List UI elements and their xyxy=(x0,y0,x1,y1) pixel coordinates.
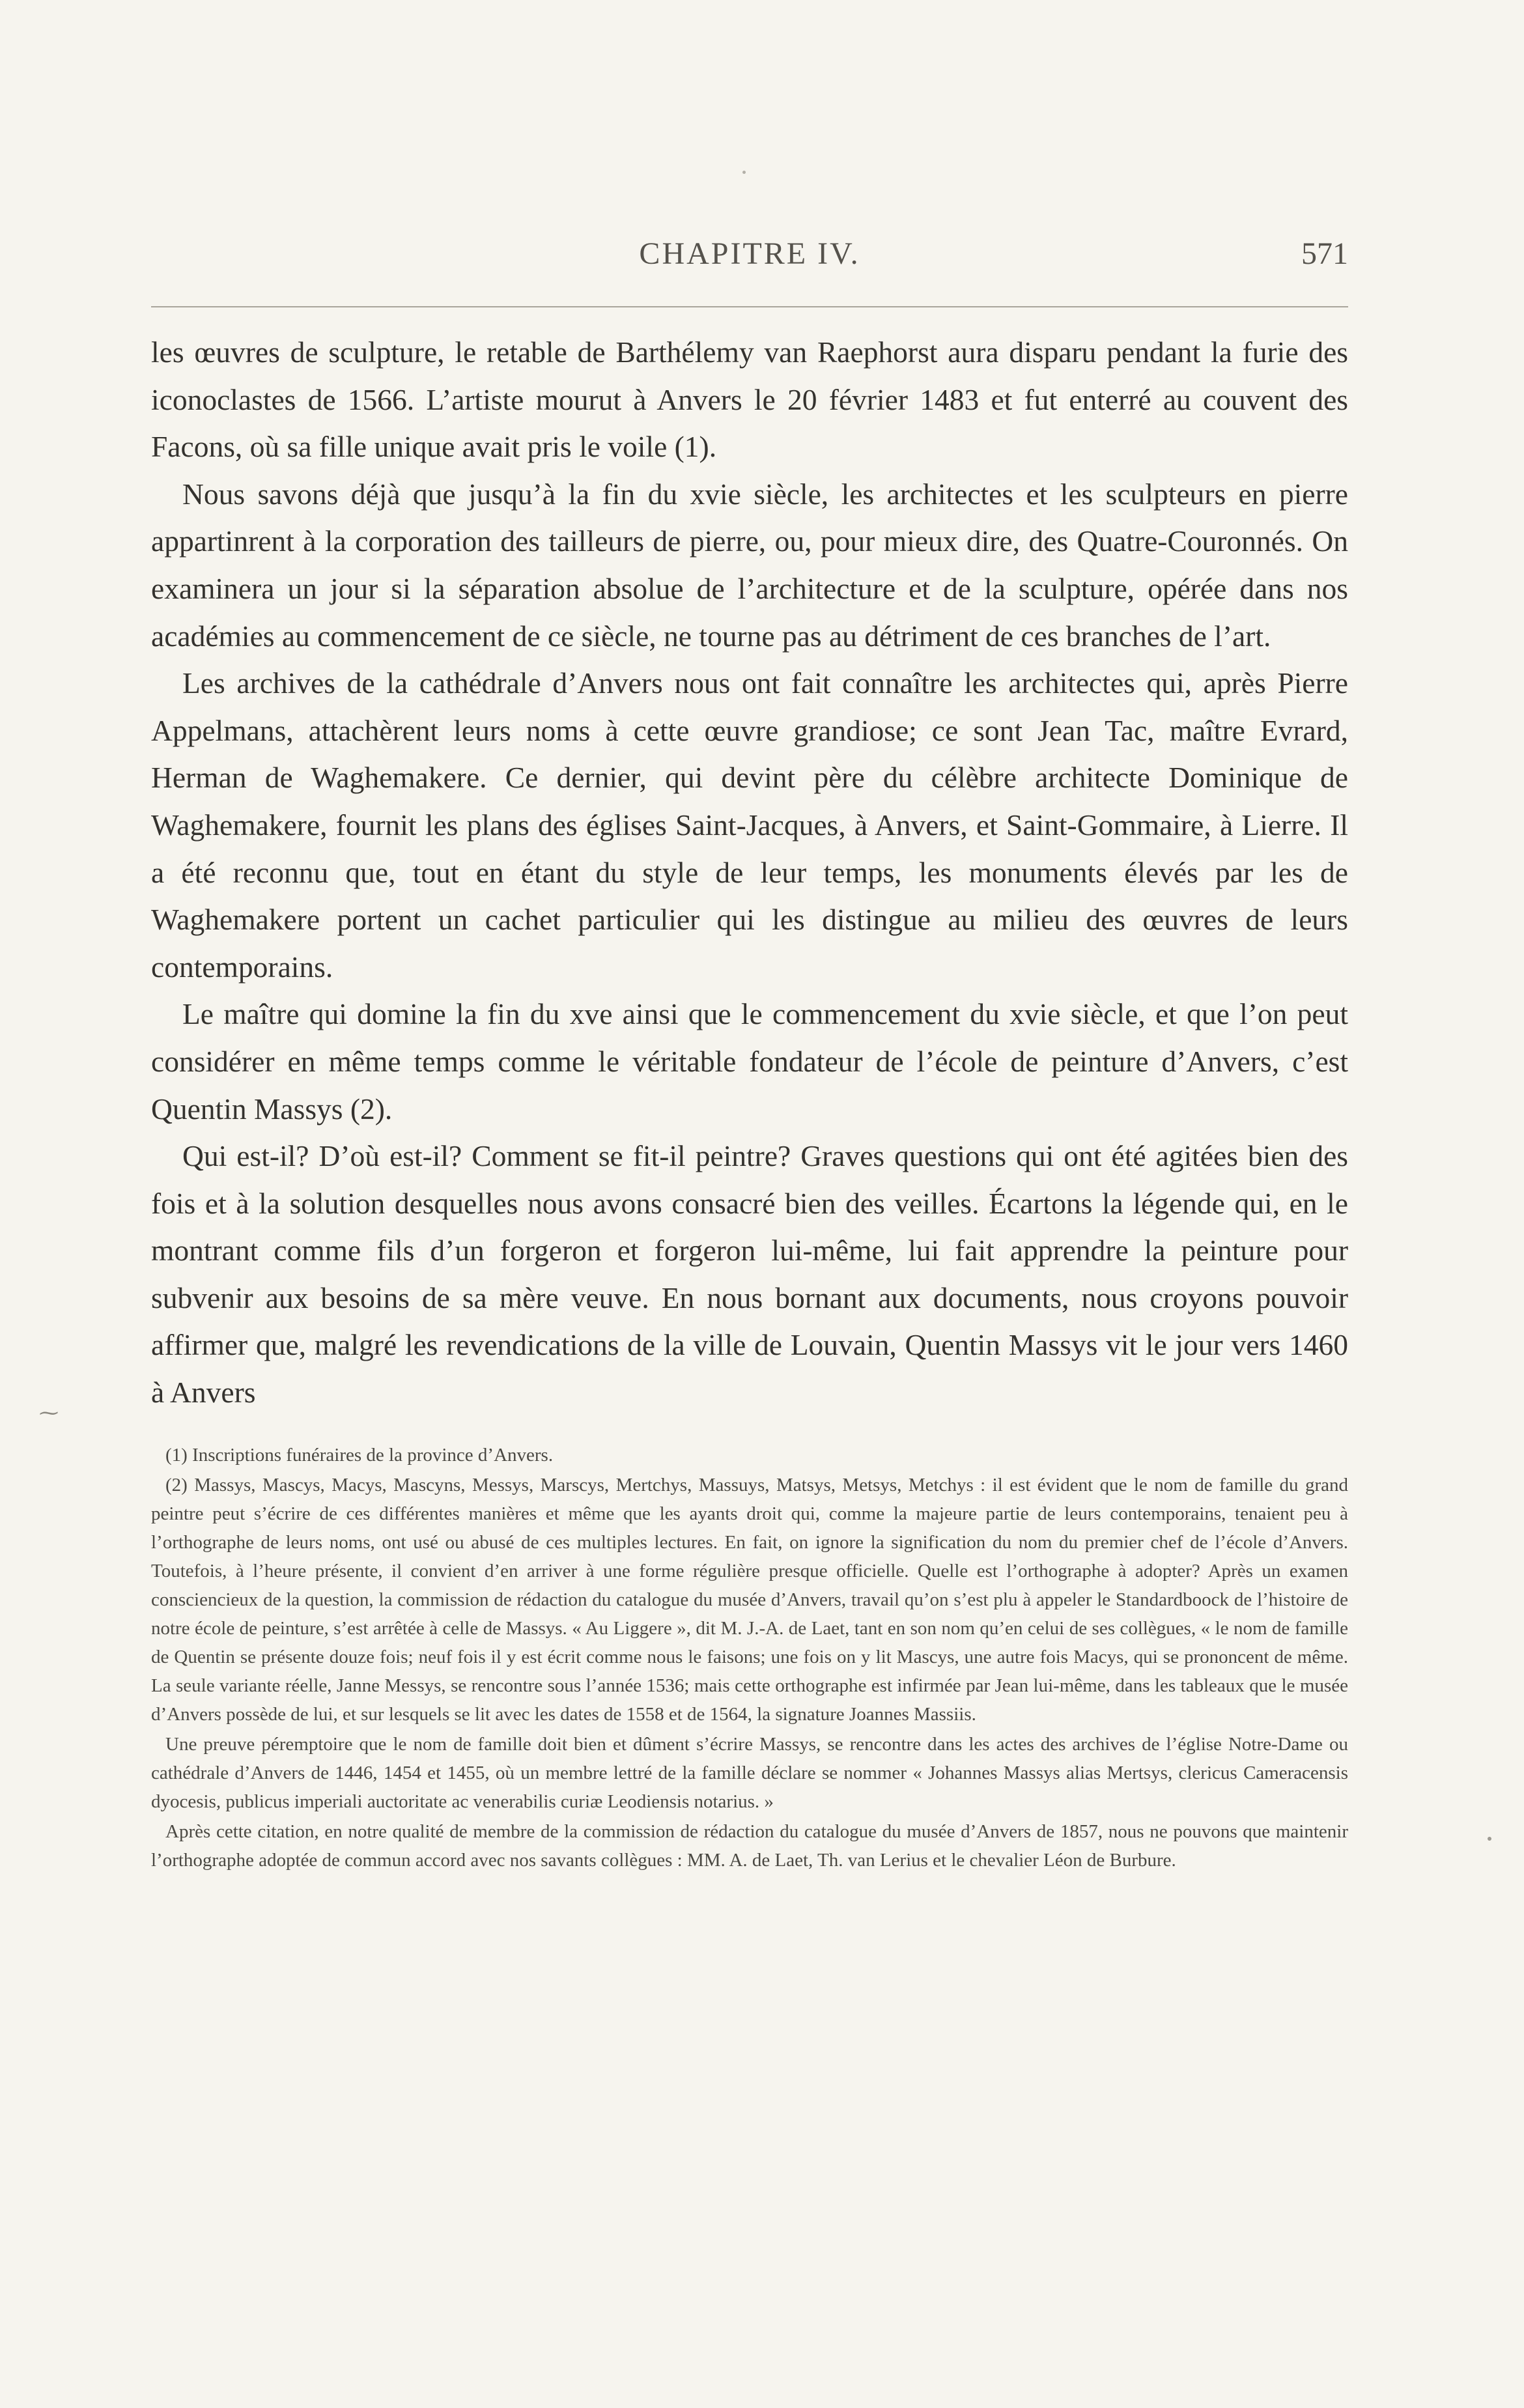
paragraph: Les archives de la cathédrale d’Anvers nous ont fait connaître les architectes qui, après Pierre Appelmans, attachèrent leurs noms à cette œuvre grandiose; ce sont Jean Tac, maître Evrard, Herman de Waghemakere. Ce dernier, qui devint père du célèbre architecte Dominique de Waghemakere, fournit les plans des églises Saint-Jacques, à Anvers, et Saint-Gommaire, à Lierre. Il a été reconnu que, tout en étant du style de leur temps, les monuments élevés par les de Waghemakere portent un cachet particulier qui les distingue au milieu des œuvres de leurs contemporains. xyxy=(151,666,1348,984)
main-text xyxy=(151,329,1348,1417)
paragraph: Qui est-il? D’où est-il? Comment se fit-il peintre? Graves questions qui ont été agitées bien des fois et à la solution desquelles nous avons consacré bien des veilles. Écartons la légende qui, en le montrant comme fils d’un forgeron et forgeron lui-même, lui fait apprendre la peinture pour subvenir aux besoins de sa mère veuve. En nous bornant aux documents, nous croyons pouvoir affirmer que, malgré les revendications de la ville de Louvain, Quentin Massys vit le jour vers 1460 à Anvers xyxy=(151,1139,1348,1409)
page-header xyxy=(151,229,1348,281)
page-number: 571 xyxy=(1301,236,1348,271)
paragraph: les œuvres de sculpture, le retable de Barthélemy van Raephorst aura disparu pendant la furie des iconoclastes de 1566. L’artiste mourut à Anvers le 20 février 1483 et fut enterré au couvent des Facons, où sa fille unique avait pris le voile (1). xyxy=(151,335,1348,464)
footnote: (2) Massys, Mascys, Macys, Mascyns, Messys, Marscys, Mertchys, Massuys, Matsys, Metsys, Metchys : il est évident que le nom de famille du grand peintre peut s’écrire de ces différentes manières et même que les ayants droit qui, comme la majeure partie de leurs contemporains, tenaient peu à l’orthographe de leurs noms, ont usé ou abusé de ces multiples lectures. En fait, on ignore la signification du nom du premier chef de l’école d’Anvers. Toutefois, à l’heure présente, il convient d’en arriver à une forme régulière presque officielle. Quelle est l’orthographe à adopter? Après un examen consciencieux de la question, la commission de rédaction du catalogue du musée d’Anvers, travail qu’on s’est plu à appeler le Standardboock de l’histoire de notre école de peinture, s’est arrêtée à celle de Massys. « Au Liggere », dit M. J.-A. de Laet, tant en son nom qu’en celui de ses collègues, « le nom de famille de Quentin se présente douze fois; neuf fois il y est écrit comme nous le faisons; une fois on y lit Mascys, une autre fois Macys, qui se prononcent de même. La seule variante réelle, Janne Messys, se rencontre sous l’année 1536; mais cette orthographe est infirmée par Jean lui-même, dans les tableaux que le musée d’Anvers possède de lui, et sur lesquels se lit avec les dates de 1558 et de 1564, la signature Joannes Massiis. xyxy=(151,1475,1348,1725)
paragraph: Le maître qui domine la fin du xve ainsi que le commencement du xvie siècle, et que l’on peut considérer en même temps comme le véritable fondateur de l’école de peinture d’Anvers, c’est Quentin Massys (2). xyxy=(151,997,1348,1126)
footnote: Une preuve péremptoire que le nom de famille doit bien et dûment s’écrire Massys, se rencontre dans les actes des archives de l’église Notre-Dame ou cathédrale d’Anvers de 1446, 1454 et 1455, où un membre lettré de la famille déclare se nommer « Johannes Massys alias Mertsys, clericus Cameracensis dyocesis, publicus imperiali auctoritate ac venerabilis curiæ Leodiensis notarius. » xyxy=(151,1734,1348,1812)
ink-speck xyxy=(742,171,746,174)
running-title: CHAPITRE IV. xyxy=(639,236,860,271)
ink-speck xyxy=(1488,1837,1491,1841)
footnote: (1) Inscriptions funéraires de la province d’Anvers. xyxy=(165,1445,554,1466)
footnotes xyxy=(151,1441,1348,1876)
footnote: Après cette citation, en notre qualité de membre de la commission de rédaction du catalogue du musée d’Anvers de 1857, nous ne pouvons que maintenir l’orthographe adoptée de commun accord avec nos savants collègues : MM. A. de Laet, Th. van Lerius et le chevalier Léon de Burbure. xyxy=(151,1821,1348,1871)
header-rule xyxy=(151,306,1348,307)
paragraph: Nous savons déjà que jusqu’à la fin du xvie siècle, les architectes et les sculpteurs en pierre appartinrent à la corporation des tailleurs de pierre, ou, pour mieux dire, des Quatre-Couronnés. On examinera un jour si la séparation absolue de l’architecture et de la sculpture, opérée dans nos académies au commencement de ce siècle, ne tourne pas au détriment de ces branches de l’art. xyxy=(151,477,1348,653)
margin-mark: ⁓ xyxy=(39,1402,59,1424)
